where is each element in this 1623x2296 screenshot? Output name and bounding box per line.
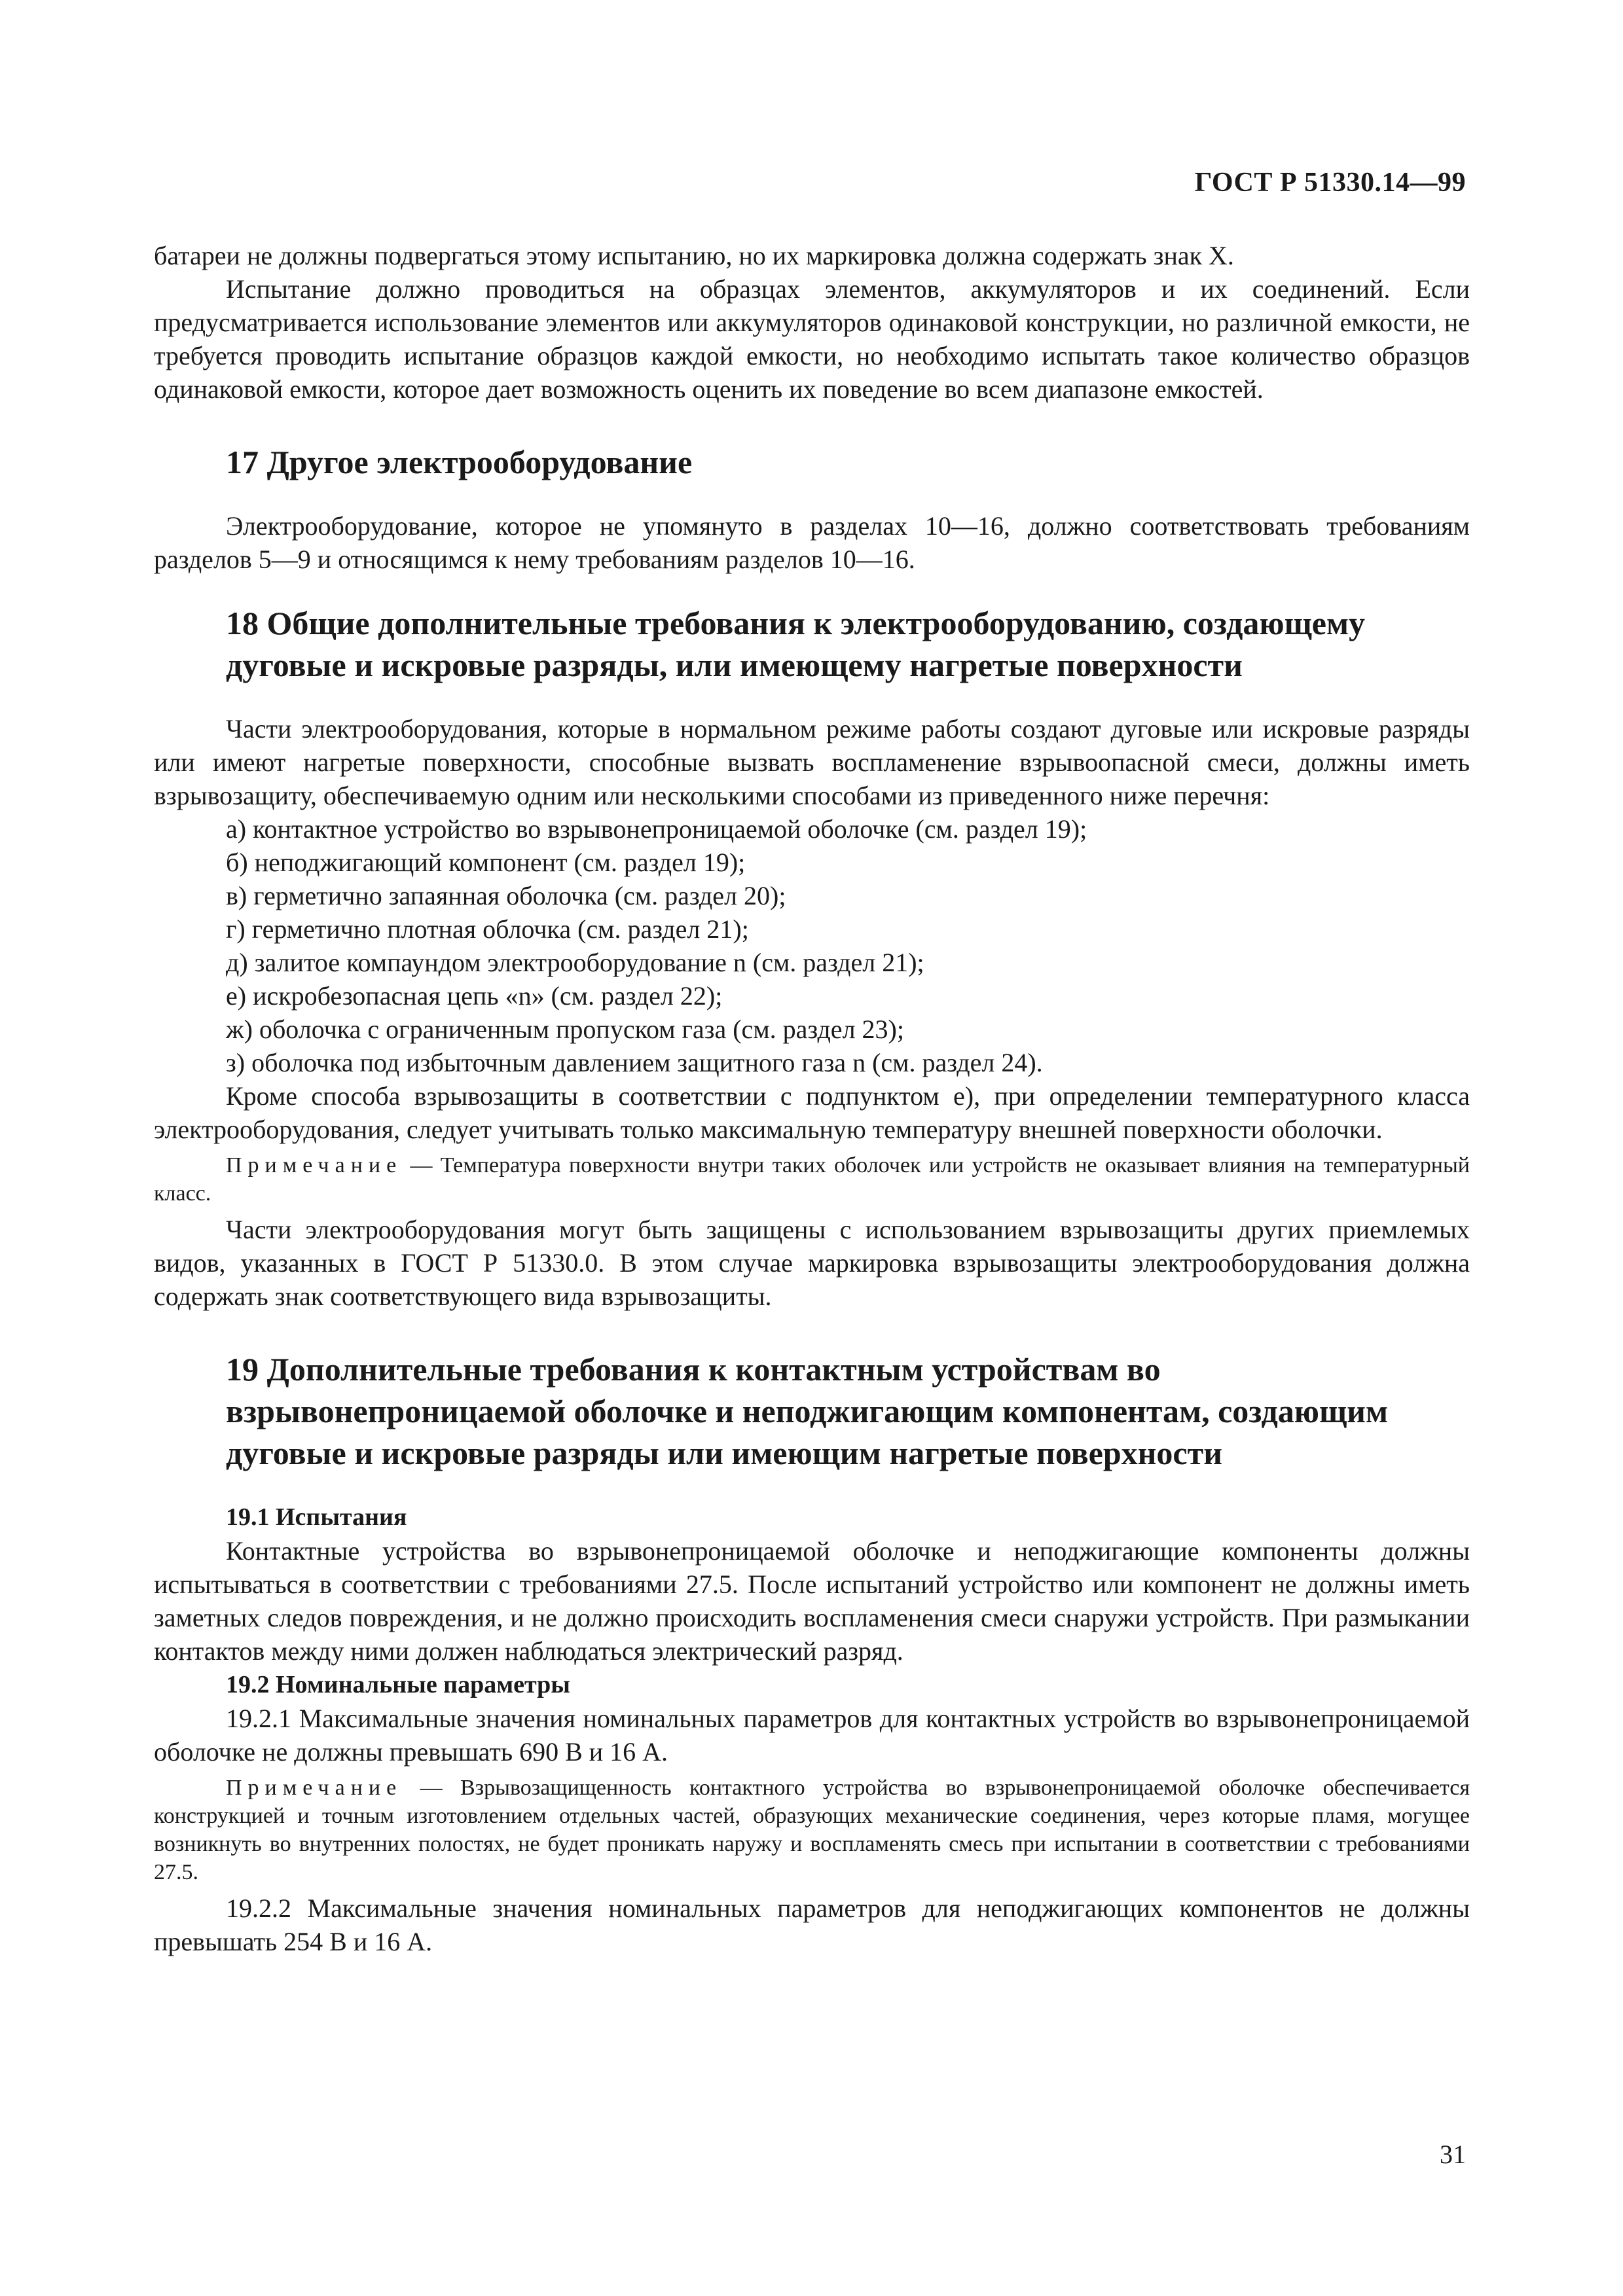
- subsection-19-1-text: Контактные устройства во взрывонепроницаемой оболочке и неподжигающие компоненты должны испытываться в соответствии с требованиями 27.5. После испытаний устройство или компонент не должны иметь заметных следов повреждения, и не должно происходить воспламенения смеси снаружи устройств. При размыкании контактов между ними должен наблюдаться электрический разряд.: [154, 1536, 1470, 1666]
- section-18-intro: Части электрооборудования, которые в нормальном режиме работы создают дуговые или искровые разряды или имеют нагретые поверхности, способные вызвать воспламенение взрывоопасной смеси, должны иметь взрывозащиту, обеспечиваемую одним или несколькими способами из приведенного ниже перечня:: [154, 714, 1470, 810]
- clause-19-2-2: 19.2.2 Максимальные значения номинальных параметров для неподжигающих компонентов не должны превышать 254 В и 16 А.: [154, 1893, 1470, 1956]
- note-text: — Температура поверхности внутри таких оболочек или устройств не оказывает влияния на температурный класс.: [154, 1153, 1470, 1206]
- section-17-title: 17 Другое электрооборудование: [226, 444, 693, 480]
- section-18-note: [154, 1151, 1470, 1208]
- list-item: з) оболочка под избыточным давлением защитного газа n (см. раздел 24).: [226, 1048, 1043, 1077]
- section-19-note: [154, 1774, 1470, 1886]
- paragraph-continuation: батареи не должны подвергаться этому испытанию, но их маркировка должна содержать знак X.: [154, 241, 1234, 270]
- document-code: ГОСТ Р 51330.14—99: [1194, 168, 1466, 198]
- list-item: ж) оболочка с ограниченным пропуском газа (см. раздел 23);: [226, 1014, 904, 1044]
- page-number: 31: [1440, 2140, 1466, 2169]
- subsection-19-2-title: 19.2 Номинальные параметры: [226, 1671, 570, 1698]
- note-label: Примечание: [226, 1153, 403, 1177]
- section-18-after-list: Кроме способа взрывозащиты в соответствии с подпунктом е), при определении температурного класса электрооборудования, следует учитывать только максимальную температуру внешней поверхности оболочки.: [154, 1081, 1470, 1144]
- list-item: г) герметично плотная облочка (см. раздел 21);: [226, 914, 749, 944]
- section-18-closing: Части электрооборудования могут быть защищены с использованием взрывозащиты других приемлемых видов, указанных в ГОСТ Р 51330.0. В этом случае маркировка взрывозащиты электрооборудования должна содержать знак соответствующего вида взрывозащиты.: [154, 1215, 1470, 1311]
- list-item: в) герметично запаянная оболочка (см. раздел 20);: [226, 881, 786, 910]
- list-item: д) залитое компаундом электрооборудование n (см. раздел 21);: [226, 948, 924, 977]
- section-18-title: 18 Общие дополнительные требования к электрооборудованию, создающему дуговые и искровые разряды, или имеющему нагретые поверхности: [226, 605, 1366, 683]
- subsection-19-1-title: 19.1 Испытания: [226, 1503, 407, 1531]
- note-label: Примечание: [226, 1776, 403, 1800]
- list-item: е) искробезопасная цепь «n» (см. раздел 22);: [226, 981, 723, 1011]
- list-item: а) контактное устройство во взрывонепроницаемой оболочке (см. раздел 19);: [226, 814, 1087, 844]
- section-17-text: Электрооборудование, которое не упомянуто в разделах 10—16, должно соответствовать требованиям разделов 5—9 и относящимся к нему требованиям разделов 10—16.: [154, 511, 1470, 574]
- clause-19-2-1: 19.2.1 Максимальные значения номинальных параметров для контактных устройств во взрывонепроницаемой оболочке не должны превышать 690 В и 16 А.: [154, 1704, 1470, 1767]
- page-content: [154, 239, 1470, 1958]
- note-text: — Взрывозащищенность контактного устройства во взрывонепроницаемой оболочке обеспечивается конструкцией и точным изготовлением отдельных частей, образующих механические соединения, через которые пламя, могущее возникнуть во внутренних полостях, не будет проникать наружу и воспламенять смесь при испытании в соответствии с требованиями 27.5.: [154, 1776, 1470, 1884]
- list-item: б) неподжигающий компонент (см. раздел 19);: [226, 848, 746, 877]
- paragraph-testing: Испытание должно проводиться на образцах элементов, аккумуляторов и их соединений. Если предусматривается использование элементов или аккумуляторов одинаковой конструкции, но различной емкости, не требуется проводить испытание образцов каждой емкости, но необходимо испытать такое количество образцов одинаковой емкости, которое дает возможность оценить их поведение во всем диапазоне емкостей.: [154, 274, 1470, 404]
- section-19-title: 19 Дополнительные требования к контактным устройствам во взрывонепроницаемой оболочке и неподжигающим компонентам, создающим дуговые и искровые разряды или имеющим нагретые поверхности: [226, 1351, 1389, 1471]
